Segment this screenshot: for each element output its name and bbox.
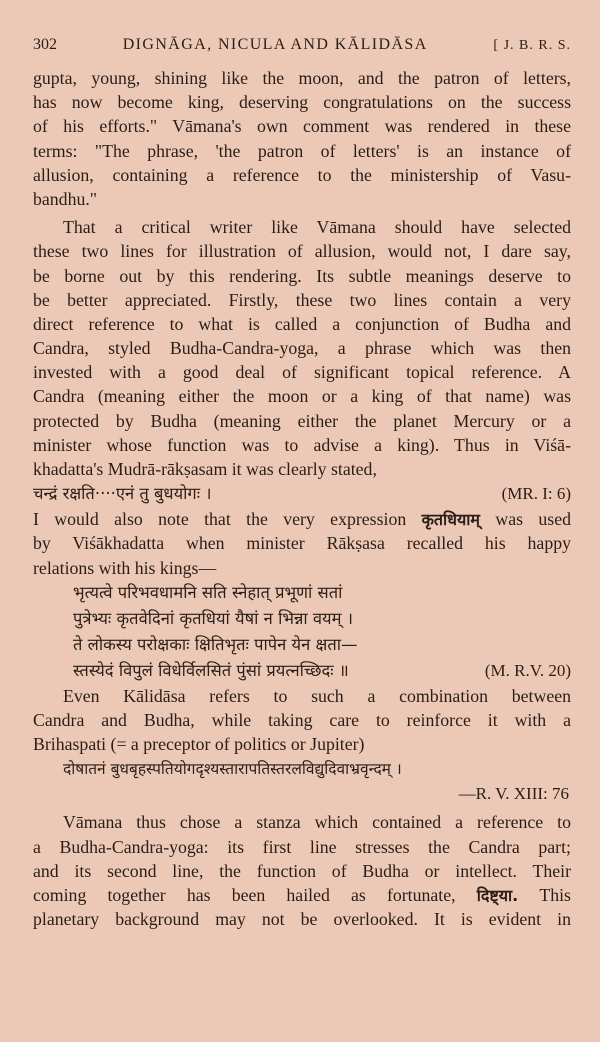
- text-line: protected by Budha (meaning either the planet Mercury or a: [33, 410, 571, 431]
- text-line: be better appreciated. Firstly, these two lines contain a very: [33, 289, 571, 310]
- text-line: That a critical writer like Vāmana should have selected: [63, 217, 571, 238]
- sanskrit-term: दिष्ट्या.: [476, 885, 519, 905]
- text-line: bandhu.": [33, 188, 98, 209]
- text-line: and its second line, the function of Budha or intellect. Their: [33, 860, 571, 881]
- paragraph-2: [33, 215, 571, 481]
- text-line: minister whose function was to advise a king). Thus in Viśā-: [33, 434, 571, 455]
- quotation-raghuvamsa: [33, 756, 571, 806]
- citation: (MR. I: 6): [501, 484, 571, 504]
- text-line: [33, 507, 571, 531]
- text-line: Candra (meaning either the moon or a king of that name) was: [33, 386, 571, 407]
- verse-line: ते लोकस्य परोक्षकाः क्षितिभृतः पापेन येन क्षता—: [73, 634, 358, 654]
- text-line: Candra, styled Budha-Candra-yoga, a phrase which was then: [33, 338, 571, 359]
- verse-line: पुत्रेभ्यः कृतवेदिनां कृतधियां यैषां न भिन्ना वयम् ।: [73, 608, 353, 628]
- verse-line: भृत्यत्वे परिभवधामनि सति स्नेहात् प्रभूणां सतां: [73, 582, 343, 602]
- quotation-mudraraksasa: [33, 481, 571, 507]
- text-span: was used: [495, 509, 571, 530]
- text-line: allusion, containing a reference to the ministership of Vasu-: [33, 164, 571, 185]
- text-line: by Viśākhadatta when minister Rākṣasa recalled his happy: [33, 533, 571, 554]
- paragraph-3: [33, 507, 571, 580]
- running-title: DIGNĀGA, NICULA AND KĀLIDĀSA: [122, 36, 428, 53]
- text-line: invested with a good deal of significant topical reference. A: [33, 362, 571, 383]
- text-line: relations with his kings—: [33, 557, 217, 578]
- paragraph-4: [33, 684, 571, 757]
- text-span: I would also note that the very expression: [33, 509, 407, 530]
- text-line: [33, 883, 571, 907]
- page-number: 302: [33, 36, 57, 53]
- running-header: [33, 36, 571, 54]
- text-line: a Budha-Candra-yoga: its first line stresses the Candra part;: [33, 836, 571, 857]
- paragraph-1: [33, 66, 571, 211]
- text-line: these two lines for illustration of allusion, would not, I dare say,: [33, 241, 571, 262]
- text-line: has now become king, deserving congratulations on the success: [33, 92, 571, 113]
- text-line: terms: "The phrase, 'the patron of letters' is an instance of: [33, 140, 571, 161]
- text-line: gupta, young, shining like the moon, and the patron of letters,: [33, 68, 571, 88]
- text-line: be borne out by this rendering. Its subtle meanings deserve to: [33, 265, 571, 286]
- text-line: planetary background may not be overlooked. It is evident in: [33, 909, 571, 930]
- sanskrit-quote: दोषातनं बुधबृहस्पतियोगदृश्यस्तारापतिस्तरलविद्युदिवाभ्रवृन्दम् ।: [63, 760, 402, 779]
- verse-line: स्तस्येदं विपुलं विधेर्विलसितं पुंसां प्रयत्नच्छिदः ॥: [73, 660, 349, 680]
- text-line: Brihaspati (= a preceptor of politics or Jupiter): [33, 734, 365, 755]
- citation: —R. V. XIII: 76: [458, 784, 569, 804]
- sanskrit-quote: चन्द्रं रक्षति····एनं तु बुधयोगः ।: [33, 484, 212, 504]
- text-span: coming together has been hailed as fortunate,: [33, 884, 456, 905]
- verse-line-with-citation: [33, 658, 571, 684]
- text-line: of his efforts." Vāmana's own comment was rendered in these: [33, 116, 571, 137]
- text-span: This: [539, 884, 571, 905]
- text-line: direct reference to what is called a conjunction of Budha and: [33, 313, 571, 334]
- text-line: Vāmana thus chose a stanza which contained a reference to: [63, 812, 571, 833]
- paragraph-5: [33, 810, 571, 931]
- citation: (M. R.V. 20): [484, 660, 571, 680]
- text-line: khadatta's Mudrā-rākṣasam it was clearly stated,: [33, 459, 377, 479]
- journal-abbrev: [ J. B. R. S.: [493, 38, 571, 53]
- text-line: Candra and Budha, while taking care to reinforce it with a: [33, 709, 571, 730]
- sanskrit-verse: [33, 580, 571, 684]
- sanskrit-term: कृतधियाम्: [421, 510, 480, 530]
- text-line: Even Kālidāsa refers to such a combination between: [63, 685, 571, 706]
